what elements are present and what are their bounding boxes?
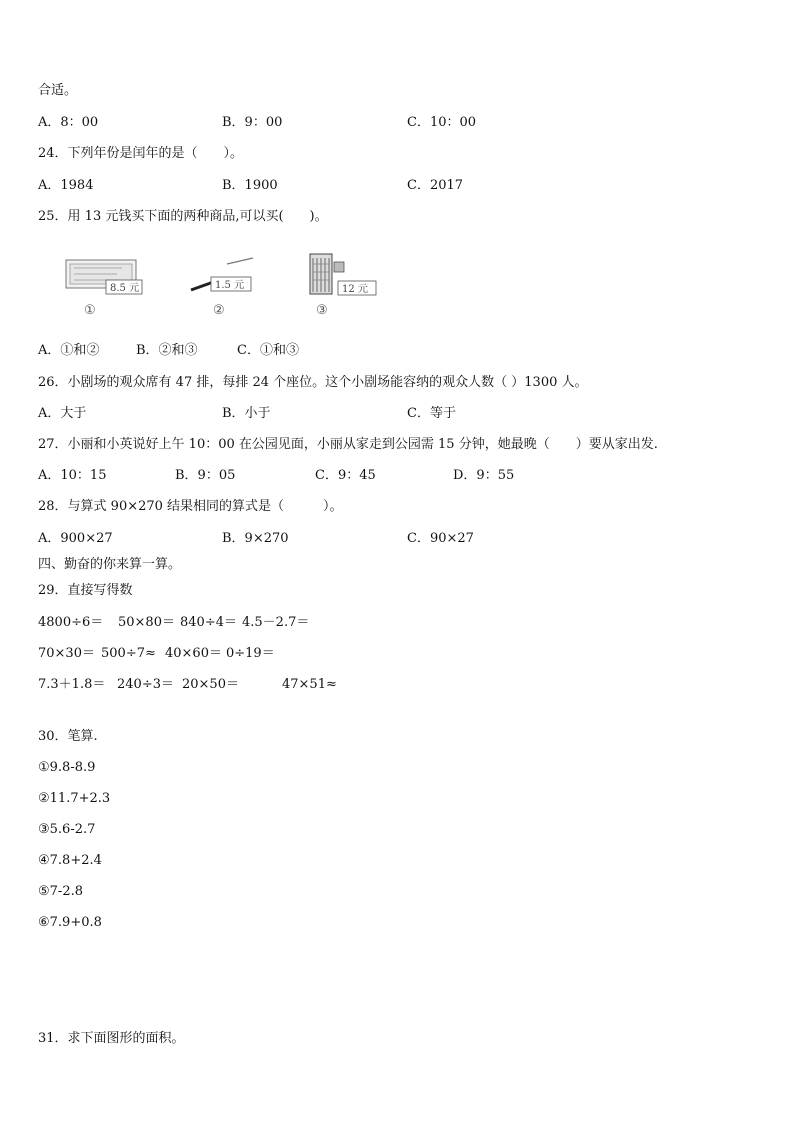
q26-option-b[interactable]: B．小于	[222, 406, 271, 421]
q30-stem: 30．笔算.	[38, 729, 98, 744]
pen-picture	[185, 250, 275, 320]
q28-option-c[interactable]: C．90×27	[407, 531, 474, 546]
q28-stem: 28．与算式 90×270 结果相同的算式是（ ）。	[38, 499, 343, 514]
pencil-case-picture	[62, 250, 152, 320]
q27-stem: 27．小丽和小英说好上午 10：00 在公园见面，小丽从家走到公园需 15 分钟，她最晚（ ）要从家出发.	[38, 437, 658, 452]
q29-stem: 29．直接写得数	[38, 583, 133, 598]
q26-option-a[interactable]: A．大于	[38, 406, 87, 421]
q29-item: 4800÷6＝	[38, 615, 104, 630]
q29-item: 840÷4＝	[180, 615, 237, 630]
q26-option-c[interactable]: C．等于	[407, 406, 456, 421]
q24-option-a[interactable]: A．1984	[38, 178, 94, 193]
q25-option-b[interactable]: B．②和③	[136, 343, 198, 358]
q24-stem: 24．下列年份是闰年的是（ ）。	[38, 146, 244, 161]
q26-stem: 26．小剧场的观众席有 47 排，每排 24 个座位。这个小剧场能容纳的观众人数（ ）1300 人。	[38, 375, 588, 390]
q25-stem: 25．用 13 元钱买下面的两种商品,可以买( )。	[38, 209, 328, 224]
section-4-title: 四、勤奋的你来算一算。	[38, 557, 182, 572]
q29-item: 240÷3＝	[117, 677, 174, 692]
q27-option-a[interactable]: A．10：15	[38, 468, 107, 483]
q24-option-b[interactable]: B．1900	[222, 178, 278, 193]
q27-option-c[interactable]: C．9：45	[315, 468, 376, 483]
pencil-case-marker: ①	[84, 303, 96, 318]
q31-stem: 31．求下面图形的面积。	[38, 1031, 185, 1046]
q29-item: 7.3＋1.8＝	[38, 677, 106, 692]
pen-price: 1.5 元	[215, 280, 245, 291]
q29-item: 47×51≈	[282, 677, 337, 692]
q28-option-a[interactable]: A．900×27	[38, 531, 113, 546]
notebook-picture	[300, 250, 390, 320]
pen-marker: ②	[213, 303, 225, 318]
q30-item: ③5.6-2.7	[38, 822, 96, 837]
q29-item: 50×80＝	[118, 615, 175, 630]
q29-item: 4.5－2.7＝	[242, 615, 310, 630]
q28-option-b[interactable]: B．9×270	[222, 531, 289, 546]
q30-item: ⑤7-2.8	[38, 884, 83, 899]
q30-item: ①9.8-8.9	[38, 760, 96, 775]
q30-item: ⑥7.9+0.8	[38, 915, 102, 930]
q23-option-b[interactable]: B．9：00	[222, 115, 283, 130]
q29-item: 20×50＝	[182, 677, 239, 692]
q23-stem-tail: 合适。	[38, 83, 78, 98]
q27-option-b[interactable]: B．9：05	[175, 468, 236, 483]
q23-option-c[interactable]: C．10：00	[407, 115, 477, 130]
q30-item: ②11.7+2.3	[38, 791, 111, 806]
q29-item: 500÷7≈	[101, 646, 156, 661]
notebook-marker: ③	[316, 303, 328, 318]
q29-item: 70×30＝	[38, 646, 95, 661]
q23-option-a[interactable]: A．8：00	[38, 115, 99, 130]
q29-item: 40×60＝	[165, 646, 222, 661]
q27-option-d[interactable]: D．9：55	[453, 468, 515, 483]
notebook-price: 12 元	[342, 284, 368, 295]
q30-item: ④7.8+2.4	[38, 853, 102, 868]
pencil-case-price: 8.5 元	[110, 283, 140, 294]
q25-option-a[interactable]: A．①和②	[38, 343, 100, 358]
q29-item: 0÷19＝	[226, 646, 275, 661]
q24-option-c[interactable]: C．2017	[407, 178, 464, 193]
q25-option-c[interactable]: C．①和③	[237, 343, 299, 358]
